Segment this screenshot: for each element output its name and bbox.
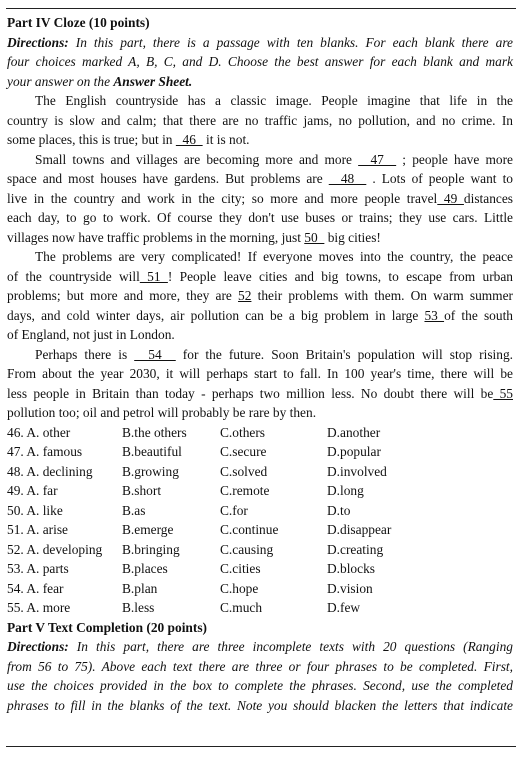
top-rule — [6, 8, 516, 9]
option-d: D.popular — [327, 444, 381, 459]
blank-54: 54 — [134, 346, 176, 362]
question-row — [7, 579, 513, 599]
part5-directions — [7, 637, 513, 715]
passage-line: each day, to go to work. Of course they don't use buses or trains; they use cars. Little — [7, 210, 513, 225]
passage-line: of England, not just in London. — [7, 327, 175, 342]
passage-line: The problems are very complicated! If everyone moves into the country, the peace — [35, 249, 513, 264]
blank-49: 49 — [437, 190, 464, 206]
option-b: B.less — [122, 600, 155, 615]
option-b: B.beautiful — [122, 444, 182, 459]
passage-line: some places, this is true; but in 46 it is not. — [7, 132, 250, 147]
option-c: C.much — [220, 600, 263, 615]
option-c: C.cities — [220, 561, 261, 576]
passage-line: Perhaps there is 54 for the future. Soon Britain's population will stop rising. — [35, 346, 513, 362]
answer-sheet-label: Answer Sheet. — [113, 73, 193, 89]
option-b: B.the others — [122, 424, 187, 440]
blank-51: 51 — [139, 268, 168, 284]
passage-line: villages now have traffic problems in the morning, just 50 big cities! — [7, 229, 381, 245]
directions-text: In this part, there are three incomplete texts with 20 questions (Ranging — [68, 639, 513, 654]
part4-heading: Part IV Cloze (10 points) — [7, 15, 150, 30]
option-d: D.few — [327, 600, 361, 615]
option-a: 47. A. famous — [7, 444, 83, 459]
cloze-passage — [7, 91, 513, 423]
passage-line: space and most houses have gardens. But problems are 48 . Lots of people want to — [7, 171, 513, 186]
option-b: B.places — [122, 561, 168, 576]
directions-text: from 56 to 75). Above each text there are three or four phrases to be completed. First, — [7, 658, 513, 674]
blank-52: 52 — [238, 288, 252, 303]
option-c: C.for — [220, 502, 248, 518]
option-a: 53. A. parts — [7, 561, 69, 576]
part5-heading: Part V Text Completion (20 points) — [7, 619, 208, 635]
option-a: 54. A. fear — [7, 580, 64, 596]
option-a: 50. A. like — [7, 502, 63, 518]
blank-47: 47 — [358, 151, 397, 167]
option-c: C.hope — [220, 580, 259, 596]
option-c: C.causing — [220, 541, 274, 557]
passage-line: live in the country and work in the city; so more and more people travel 49 distances — [7, 190, 513, 206]
option-d: D.vision — [327, 580, 373, 596]
option-a: 49. A. far — [7, 483, 58, 498]
option-c: C.remote — [220, 483, 270, 498]
question-row — [7, 481, 513, 501]
option-d: D.to — [327, 502, 351, 518]
option-c: C.continue — [220, 522, 279, 537]
passage-line: of the countryside will 51 ! People leave cities and big towns, to escape from urban — [7, 268, 513, 284]
question-row — [7, 501, 513, 521]
option-b: B.plan — [122, 580, 158, 596]
directions-text: In this part, there is a passage with ten blanks. For each blank there are — [68, 34, 513, 50]
part4-directions — [7, 33, 513, 92]
passage-line: less people in Britain than today - perhaps two million less. No doubt there will be 55 — [7, 385, 513, 401]
blank-53: 53 — [424, 307, 445, 323]
blank-46: 46 — [175, 132, 203, 147]
option-c: C.solved — [220, 463, 268, 479]
option-a: 52. A. developing — [7, 541, 103, 557]
question-row — [7, 598, 513, 618]
question-row — [7, 540, 513, 560]
option-d: D.another — [327, 424, 381, 440]
blank-55: 55 — [493, 385, 513, 401]
answer-options — [7, 423, 513, 618]
option-b: B.short — [122, 483, 162, 498]
option-d: D.disappear — [327, 522, 392, 537]
directions-label: Directions: — [7, 34, 69, 50]
option-a: 51. A. arise — [7, 522, 68, 537]
passage-line: From about the year 2030, it will perhaps start to fall. In 100 year's time, there will be — [7, 366, 513, 381]
option-b: B.as — [122, 502, 146, 518]
option-b: B.growing — [122, 463, 179, 479]
blank-48: 48 — [328, 171, 367, 186]
question-row — [7, 442, 513, 462]
passage-line: pollution too; oil and petrol will probably be rare by then. — [7, 405, 317, 420]
passage-line: days, and cold winter days, air pollution can be a big problem in large 53 of the south — [7, 307, 513, 323]
passage-line: problems; but more and more, they are 52 their problems with them. On warm summer — [7, 288, 513, 303]
question-row — [7, 520, 513, 540]
option-c: C.secure — [220, 444, 267, 459]
option-a: 46. A. other — [7, 424, 71, 440]
directions-text: four choices marked A, B, C, and D. Choose the best answer for each blank and mark — [7, 54, 513, 69]
exam-page — [7, 13, 513, 715]
question-row — [7, 559, 513, 579]
directions-text: phrases to fill in the blanks of the text. Note you should blacken the letters that indicate — [7, 697, 513, 713]
directions-label: Directions: — [7, 639, 69, 654]
option-d: D.involved — [327, 463, 387, 479]
question-row — [7, 423, 513, 443]
blank-50: 50 — [304, 229, 325, 245]
option-d: D.long — [327, 483, 364, 498]
question-row — [7, 462, 513, 482]
option-a: 55. A. more — [7, 600, 71, 615]
option-d: D.blocks — [327, 561, 375, 576]
option-b: B.bringing — [122, 541, 180, 557]
option-c: C.others — [220, 424, 266, 440]
directions-text: your answer on the — [7, 73, 114, 89]
passage-line: The English countryside has a classic image. People imagine that life in the — [35, 93, 513, 108]
passage-line: country is slow and calm; that there are no traffic jams, no pollution, and no crime. In — [7, 112, 513, 128]
option-b: B.emerge — [122, 522, 174, 537]
directions-text: use the choices provided in the box to complete the phrases. Second, use the completed — [7, 678, 513, 693]
bottom-rule — [6, 746, 516, 747]
option-a: 48. A. declining — [7, 463, 93, 479]
passage-line: Small towns and villages are becoming more and more 47 ; people have more — [35, 151, 513, 167]
option-d: D.creating — [327, 541, 384, 557]
